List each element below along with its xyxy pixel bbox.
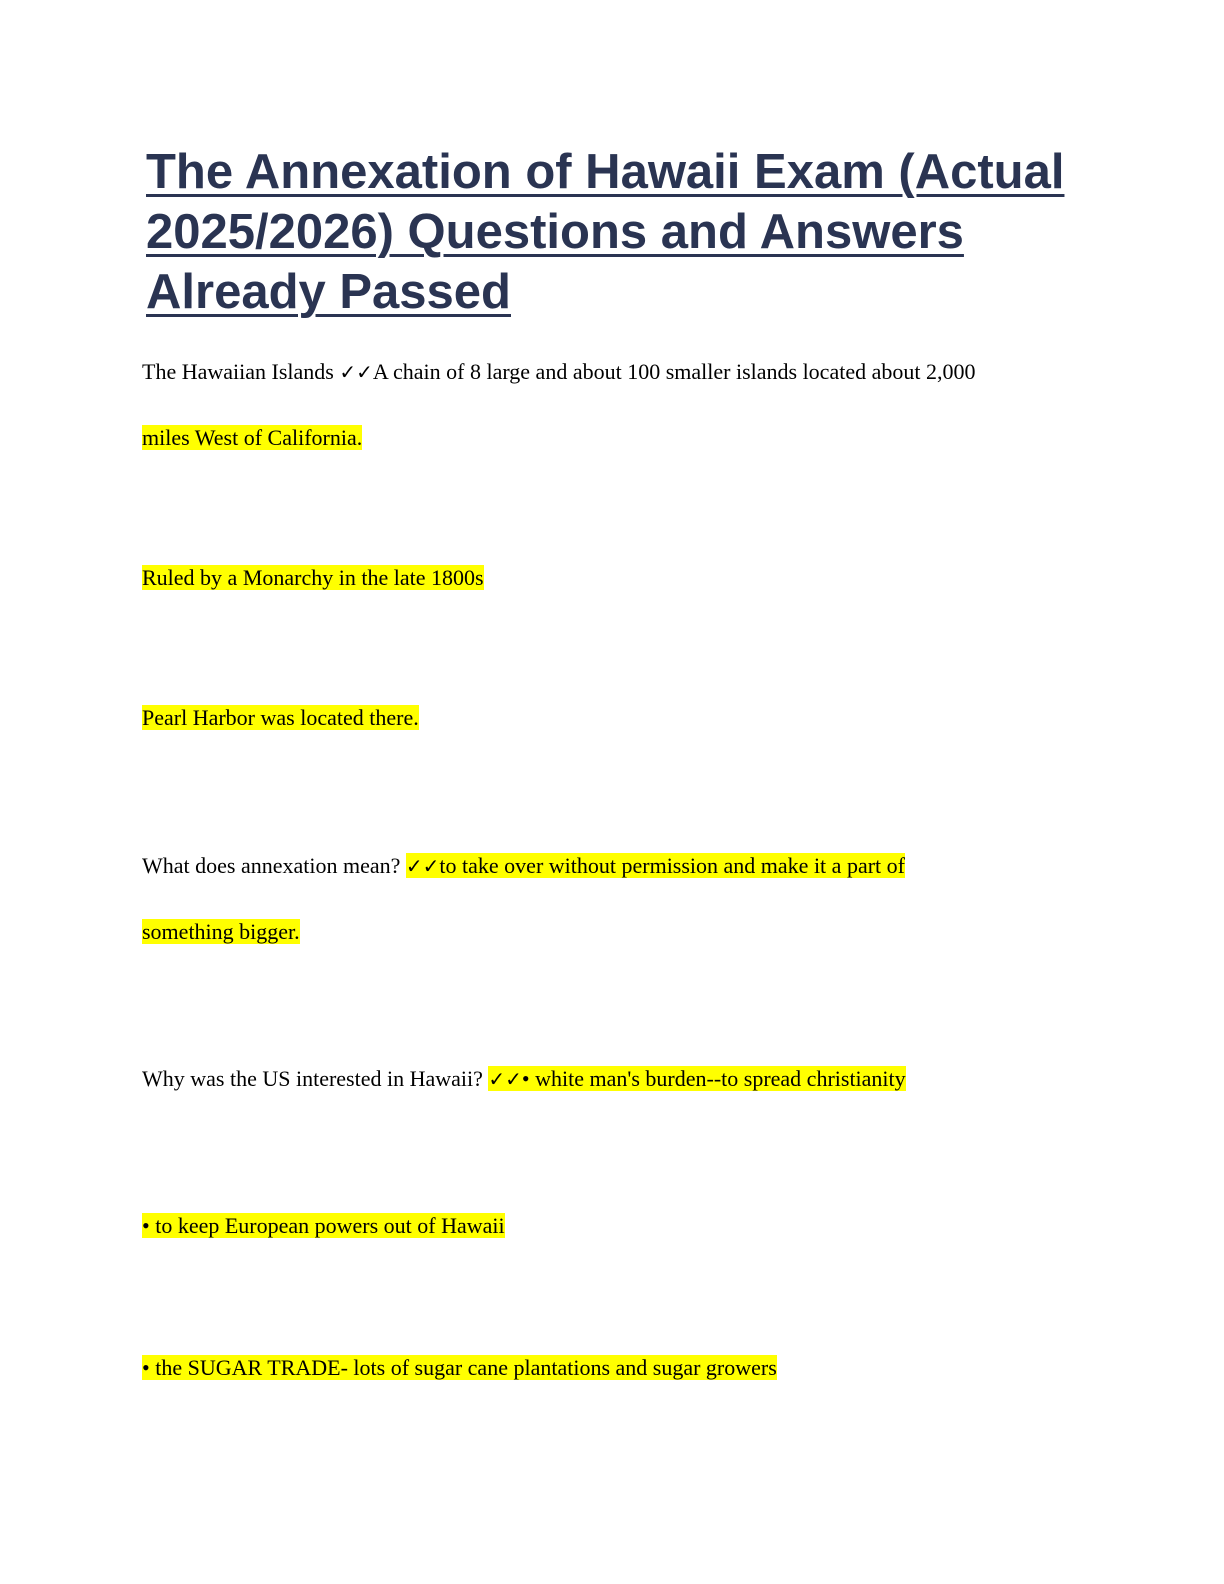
answer-text-highlighted: to take over without permission and make it a part of — [439, 853, 905, 878]
question-text: Why was the US interested in Hawaii? — [142, 1066, 489, 1091]
title-line-2: 2025/2026) Questions and Answers — [146, 205, 964, 259]
answer-extra-line — [142, 565, 484, 591]
checkmark-icon: ✓✓ — [488, 1067, 522, 1091]
answer-text-highlighted: miles West of California. — [142, 425, 363, 450]
qa-2-line-2 — [142, 919, 300, 945]
qa-1-line-2 — [142, 425, 362, 451]
question-text: What does annexation mean? — [142, 853, 406, 878]
answer-extra-line — [142, 1213, 505, 1239]
qa-2-line-1 — [142, 853, 905, 879]
answer-text-highlighted: Ruled by a Monarchy in the late 1800s — [142, 565, 484, 590]
checkmark-icon: ✓✓ — [405, 854, 440, 878]
title-line-1: The Annexation of Hawaii Exam (Actual — [146, 145, 1065, 199]
answer-text: A chain of 8 large and about 100 smaller islands located about 2,000 — [372, 359, 976, 384]
answer-extra-line — [142, 1355, 777, 1381]
document-title — [146, 142, 1106, 322]
title-line-3: Already Passed — [146, 265, 511, 319]
answer-text-highlighted: • the SUGAR TRADE- lots of sugar cane plantations and sugar growers — [142, 1355, 777, 1380]
answer-text-highlighted: • white man's burden--to spread christianity — [521, 1066, 906, 1091]
question-text: The Hawaiian Islands — [142, 359, 340, 384]
checkmark-icon: ✓✓ — [339, 360, 373, 384]
answer-text-highlighted: something bigger. — [142, 919, 300, 944]
answer-text-highlighted: • to keep European powers out of Hawaii — [142, 1213, 505, 1238]
answer-extra-line — [142, 705, 419, 731]
answer-text-highlighted: Pearl Harbor was located there. — [142, 705, 419, 730]
qa-3-line-1 — [142, 1066, 906, 1092]
qa-1-line-1 — [142, 359, 975, 385]
